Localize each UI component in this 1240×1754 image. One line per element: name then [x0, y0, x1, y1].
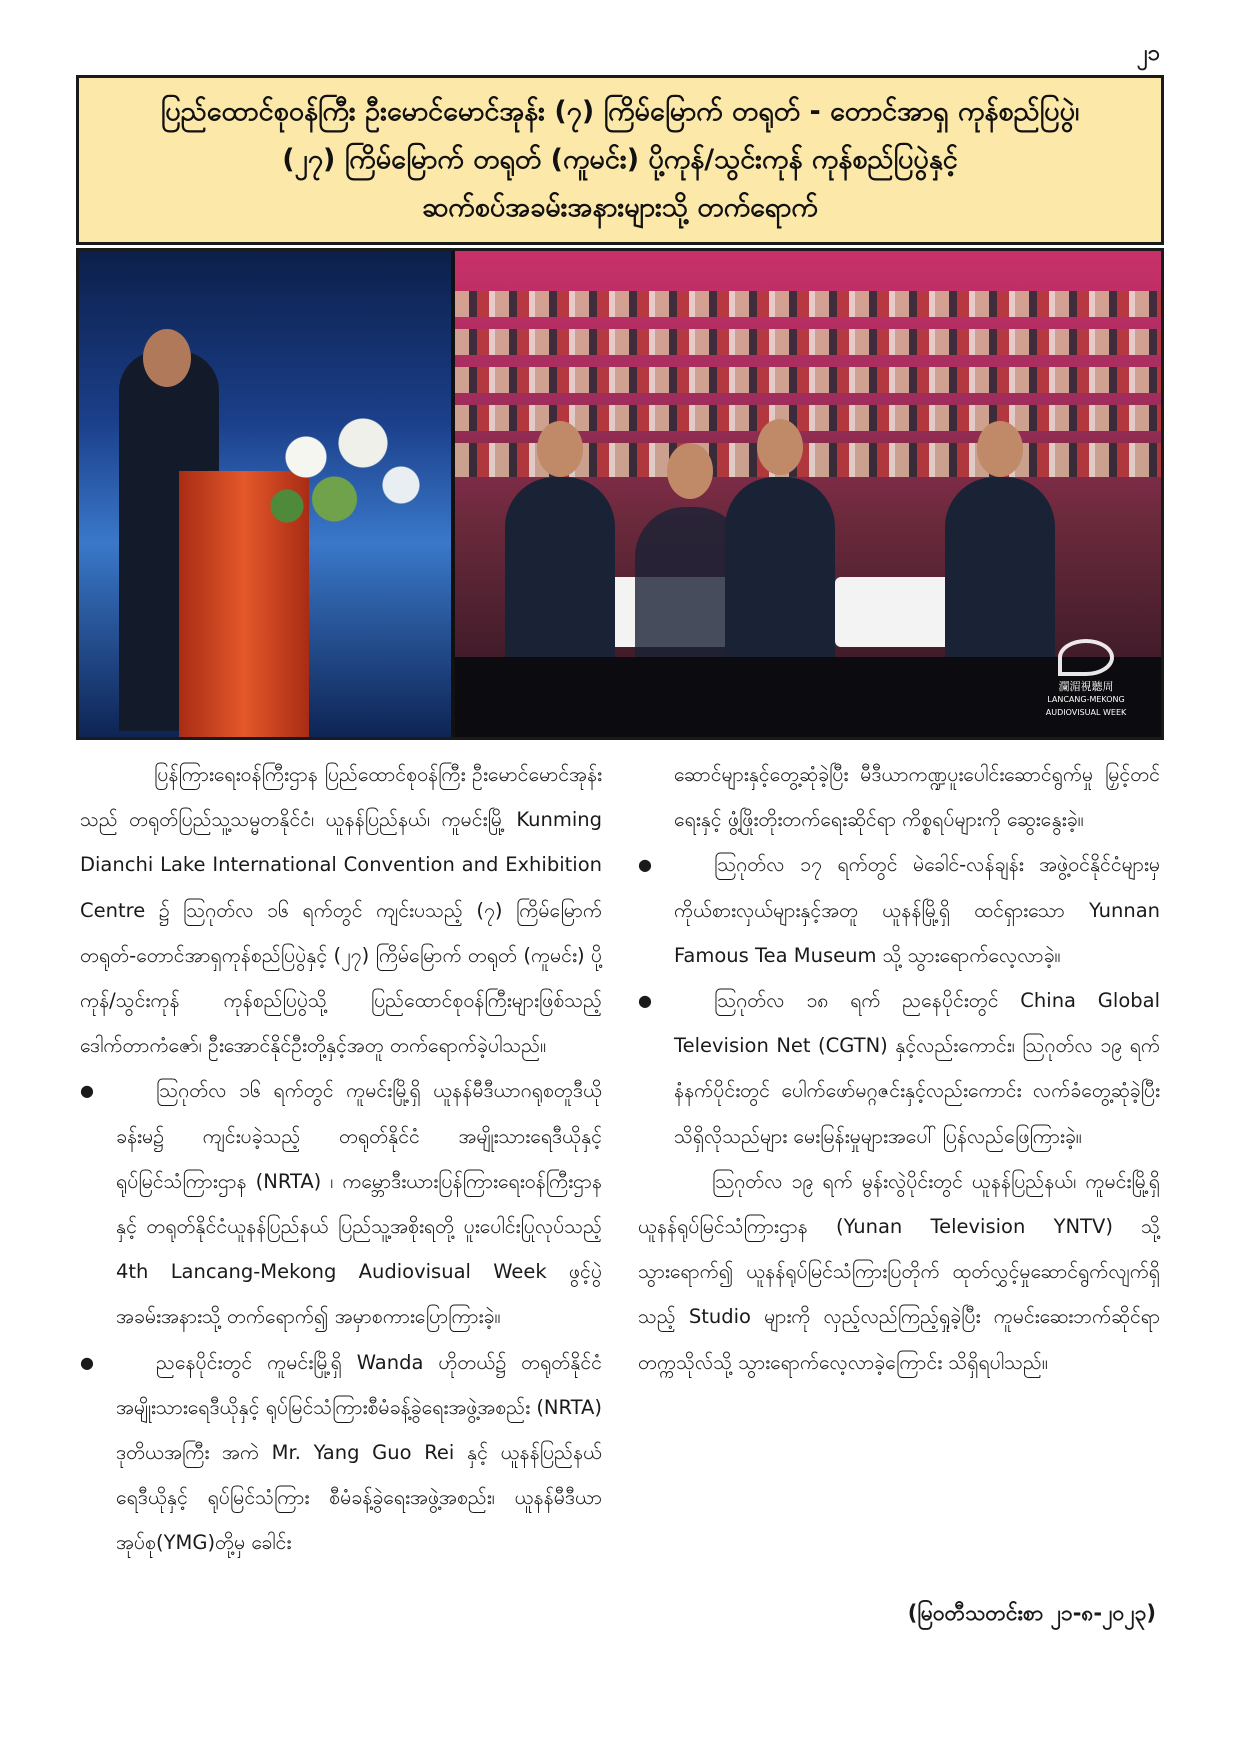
logo-swirl-icon — [1058, 639, 1114, 676]
headline-line-3: ဆက်စပ်အခမ်းအနားများသို့ တက်ရောက် — [422, 192, 818, 223]
guest-head — [757, 419, 803, 475]
headline-line-2: (၂၇) ကြိမ်မြောက် တရုတ် (ကူမင်း) ပို့ကုန်/သွင်းကုန် ကုန်စည်ပြပွဲနှင့် — [282, 144, 958, 175]
bullet-text: ● ဩဂုတ်လ ၁၇ ရက်တွင် မဲခေါင်-လန်ချန်း အဖွဲ့ဝင်နိုင်ငံများမှ ကိုယ်စားလှယ်များနှင့်အတူ ယူနန်မြို့ရှိ ထင်ရှားသော Yunnan Famous Tea Museum သို့ သွားရောက်လေ့လာခဲ့။ — [674, 853, 1160, 967]
right-column — [638, 752, 1160, 1652]
audience-row — [455, 367, 1161, 393]
audience-row — [455, 329, 1161, 355]
bullet-text: ● ညနေပိုင်းတွင် ကူမင်းမြို့ရှိ Wanda ဟိုတယ်၌ တရုတ်နိုင်ငံ အမျိုးသားရေဒီယိုနှင့် ရုပ်မြင်သံကြားစီမံခန့်ခွဲရေးအဖွဲ့အစည်း (NRTA) ဒုတိယအကြီး အကဲ Mr. Yang Guo Rei နှင့် ယူနန်ပြည်နယ် ရေဒီယိုနှင့် ရုပ်မြင်သံကြား စီမံခန့်ခွဲရေးအဖွဲ့အစည်း၊ ယူနန်မီဒီယာအုပ်စု(YMG)တို့မှ ခေါင်း — [116, 1350, 602, 1555]
headline-box — [76, 75, 1164, 245]
closing-paragraph: ဩဂုတ်လ ၁၉ ရက် မွန်းလွဲပိုင်းတွင် ယူနန်ပြည်နယ်၊ ကူမင်းမြို့ရှိ ယူနန်ရုပ်မြင်သံကြားဌာန (Yunan Television YNTV) သို့ သွားရောက်၍ ယူနန်ရုပ်မြင်သံကြားပြတိုက် ထုတ်လွှင့်မှုဆောင်ရွက်လျက်ရှိသည့် Studio များကို လှည့်လည်ကြည့်ရှုခဲ့ပြီး ကူမင်းဆေးဘက်ဆိုင်ရာတက္ကသိုလ်သို့ သွားရောက်လေ့လာခဲ့ကြောင်း သိရှိရပါသည်။ — [638, 1169, 1160, 1374]
photo-strip — [76, 248, 1164, 740]
headline-line-1: ပြည်ထောင်စုဝန်ကြီး ဦးမောင်မောင်အုန်း (၇) ကြိမ်မြောက် တရုတ် - တောင်အာရှ ကုန်စည်ပြပွဲ၊ — [160, 96, 1080, 127]
event-logo-subtext: LANCANG-MEKONG AUDIOVISUAL WEEK — [1045, 695, 1127, 717]
event-logo — [1031, 639, 1141, 719]
guest-head — [977, 421, 1023, 477]
speaker-head — [143, 329, 191, 387]
left-column — [80, 752, 602, 1652]
article-body — [80, 752, 1160, 1652]
guest-figure — [725, 477, 835, 677]
bullet-item — [80, 1340, 602, 1566]
flower-arrangement — [249, 401, 439, 541]
bullet-item — [638, 978, 1160, 1159]
bullet-text: ● ဩဂုတ်လ ၁၈ ရက် ညနေပိုင်းတွင် China Global Television Net (CGTN) နှင့်လည်းကောင်း၊ ဩဂုတ်လ ၁၉ ရက်နံနက်ပိုင်းတွင် ပေါက်ဖော်မဂ္ဂဇင်းနှင့်လည်းကောင်း လက်ခံတွေ့ဆုံခဲ့ပြီး သိရှိလိုသည်များ မေးမြန်းမှုများအပေါ် ပြန်လည်ဖြေကြားခဲ့။ — [674, 989, 1160, 1148]
guest-head — [667, 443, 713, 499]
source-citation: (မြဝတီသတင်းစာ ၂၁-၈-၂၀၂၃) — [907, 1601, 1156, 1625]
guest-head — [537, 421, 583, 477]
bullet-item — [638, 842, 1160, 978]
bullet-item — [80, 1068, 602, 1339]
continuation-paragraph: ဆောင်များနှင့်တွေ့ဆုံခဲ့ပြီး မီဒီယာကဏ္ဍပူးပေါင်းဆောင်ရွက်မှု မြှင့်တင်ရေးနှင့် ဖွံ့ဖြိုးတိုးတက်ရေးဆိုင်ရာ ကိစ္စရပ်များကို ဆွေးနွေးခဲ့။ — [674, 763, 1160, 832]
intro-paragraph: ပြန်ကြားရေးဝန်ကြီးဌာန ပြည်ထောင်စုဝန်ကြီး ဦးမောင်မောင်အုန်းသည် တရုတ်ပြည်သူ့သမ္မတနိုင်ငံ၊ ယူနန်ပြည်နယ်၊ ကူမင်းမြို့ Kunming Dianchi Lake International Convention and Exhibition Centre ၌ ဩဂုတ်လ ၁၆ ရက်တွင် ကျင်းပသည့် (၇) ကြိမ်မြောက် တရုတ်-တောင်အာရှကုန်စည်ပြပွဲနှင့် (၂၇) ကြိမ်မြောက် တရုတ် (ကူမင်း) ပို့ကုန်/သွင်းကုန် ကုန်စည်ပြပွဲသို့ ပြည်ထောင်စုဝန်ကြီးများဖြစ်သည့် ဒေါက်တာကံဇော်၊ ဦးအောင်နိုင်ဦးတို့နှင့်အတူ တက်ရောက်ခဲ့ပါသည်။ — [80, 763, 602, 1058]
bullet-text: ● ဩဂုတ်လ ၁၆ ရက်တွင် ကူမင်းမြို့ရှိ ယူနန်မီဒီယာဂရုစတူဒီယိုခန်းမ၌ ကျင်းပခဲ့သည့် တရုတ်နိုင်ငံ အမျိုးသားရေဒီယိုနှင့် ရုပ်မြင်သံကြားဌာန (NRTA) ၊ ကမ္ဘောဒီးယားပြန်ကြားရေးဝန်ကြီးဌာနနှင့် တရုတ်နိုင်ငံယူနန်ပြည်နယ် ပြည်သူ့အစိုးရတို့ ပူးပေါင်းပြုလုပ်သည့် 4th Lancang-Mekong Audiovisual Week ဖွင့်ပွဲအခမ်းအနားသို့ တက်ရောက်၍ အမှာစကားပြောကြားခဲ့။ — [116, 1079, 602, 1329]
audience-row — [455, 291, 1161, 317]
page-number: ၂၁ — [1136, 41, 1160, 66]
speaker-photo — [79, 251, 451, 737]
guest-figure — [505, 477, 615, 677]
event-logo-text: 瀾湄視聽周 — [1058, 680, 1114, 693]
audience-photo — [455, 251, 1161, 737]
